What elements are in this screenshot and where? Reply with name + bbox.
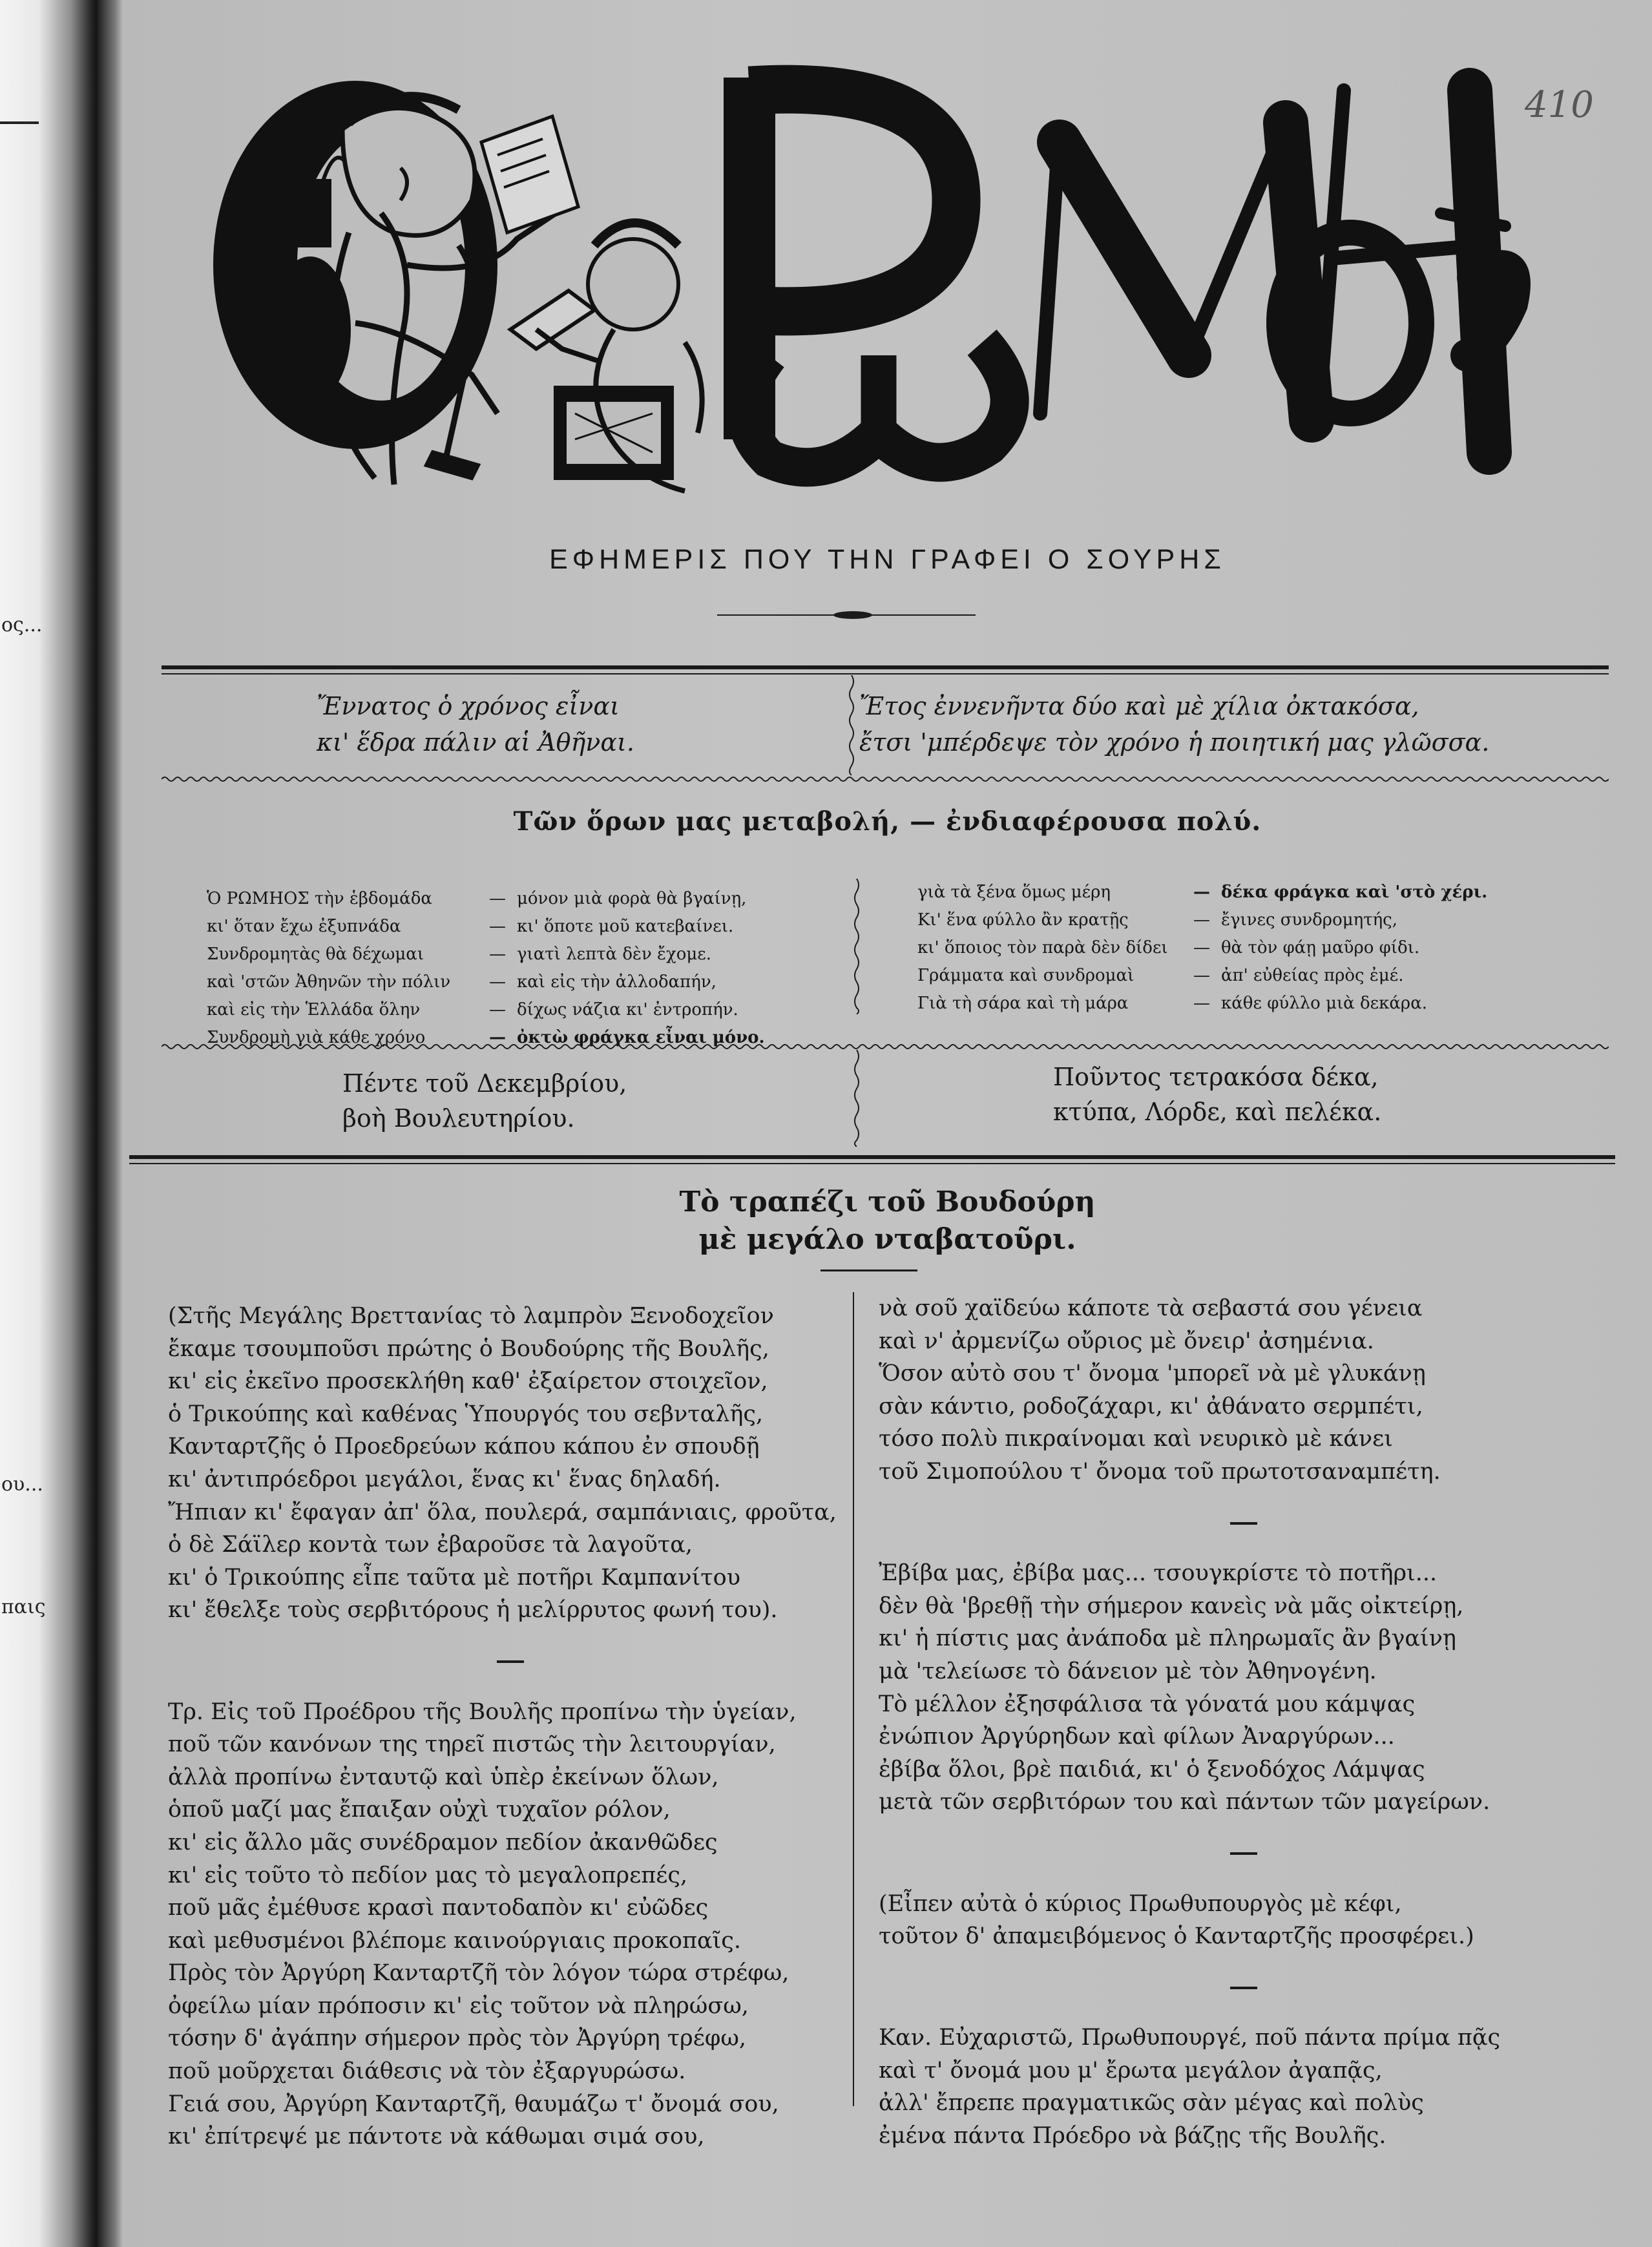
- terms-row: Κι' ἕνα φύλλο ἂν κρατῇς — ἔγινες συνδρομητής,: [917, 910, 1397, 930]
- verse-line: Τρ. Εἰς τοῦ Προέδρου τῆς Βουλῆς προπίνω τὴν ὑγείαν,: [168, 1698, 797, 1725]
- wavy-rule-2: [162, 1041, 1609, 1052]
- verse-line: ὁ Τρικούπης καὶ καθένας Ὑπουργός του σεβνταλῆς,: [168, 1401, 764, 1427]
- edge-fragment-1: ος...: [1, 614, 43, 636]
- terms-left-column: [207, 885, 765, 1052]
- verse-line: Ἐβίβα μας, ἐβίβα μας... τσουγκρίστε τὸ ποτῆρι...: [879, 1560, 1438, 1587]
- article-title-line-2: μὲ μεγάλο νταβατοῦρι.: [698, 1223, 1076, 1256]
- header-divider: [846, 675, 857, 775]
- verse-line: ἐβίβα ὅλοι, βρὲ παιδιά, κι' ὁ ξενοδόχος Λάμψας: [879, 1756, 1425, 1782]
- edge-fragment-3: παις: [1, 1596, 46, 1618]
- verse-line: ὁ δὲ Σάϊλερ κοντὰ των ἐβαροῦσε τὰ λαγοῦτα,: [168, 1532, 693, 1558]
- section-rule-thick: [129, 1155, 1615, 1159]
- terms-row: Συνδρομητὰς θὰ δέχωμαι — γιατὶ λεπτὰ δὲν ἔχομε.: [207, 945, 712, 964]
- header-verse-left-line: κι' ἕδρα πάλιν αἱ Ἀθῆναι.: [317, 728, 634, 757]
- header-verse-left: [317, 688, 634, 760]
- binding-shadow: [0, 0, 97, 2247]
- article-title-rule: [821, 1270, 917, 1271]
- verse-line: Καν. Εὐχαριστῶ, Πρωθυπουργέ, ποῦ πάντα πρίμα πᾷς: [879, 2025, 1501, 2051]
- terms-row: καὶ εἰς τὴν Ἑλλάδα ὅλην — δίχως νάζια κι' ἐντροπήν.: [207, 1000, 738, 1019]
- newspaper-page: [123, 0, 1652, 2247]
- verse-line: Τὸ μέλλον ἐξησφάλισα τὰ γόνατά μου κάμψας: [879, 1691, 1416, 1717]
- stanza-separator: [879, 1837, 1609, 1870]
- verse-line: Γειά σου, Ἀργύρη Κανταρτζῆ, θαυμάζω τ' ὄνομά σου,: [168, 2091, 779, 2117]
- stanza-gap: [879, 1819, 1609, 1837]
- date-verse-right: [1053, 1060, 1381, 1129]
- stanza-gap: [879, 1539, 1609, 1557]
- verse-line: ποῦ μοῦρχεται διάθεσις νὰ τὸν ἐξαργυρώσω.: [168, 2058, 686, 2085]
- verse-line: (Στῆς Μεγάλης Βρεττανίας τὸ λαμπρὸν Ξενοδοχεῖον: [168, 1303, 774, 1329]
- page-gutter: [97, 0, 123, 2247]
- stanza-gap: [879, 2003, 1609, 2022]
- header-verse-right-line: ἔτσι 'μπέρδεψε τὸν χρόνο ἡ ποιητική μας γλῶσσα.: [859, 728, 1490, 757]
- stanza-gap: [879, 1953, 1609, 1971]
- terms-row: Γράμματα καὶ συνδρομαὶ — ἀπ' εὐθείας πρὸς ἐμέ.: [917, 966, 1404, 985]
- verse-line: κι' εἰς τοῦτο τὸ πεδίον μας τὸ μεγαλοπρεπές,: [168, 1862, 688, 1888]
- terms-row: Ὁ ΡΩΜΗΟΣ τὴν ἑβδομάδα — μόνον μιὰ φορὰ θὰ βγαίνῃ,: [207, 889, 747, 908]
- verse-line: κι' ἔθελξε τοὺς σερβιτόρους ἡ μελίρρυτος φωνή του).: [168, 1597, 778, 1624]
- edge-dash: [0, 121, 39, 124]
- verse-line: ἐνώπιον Ἀργύρηδων καὶ φίλων Ἀναργύρων...: [879, 1724, 1395, 1750]
- verse-line: ὁποῦ μαζί μας ἔπαιξαν οὐχὶ τυχαῖον ρόλον,: [168, 1797, 671, 1823]
- header-verse-right-line: Ἔτος ἐννενῆντα δύο καὶ μὲ χίλια ὀκτακόσα,: [859, 692, 1419, 720]
- date-verse-left: [342, 1066, 627, 1136]
- masthead-logo: [187, 52, 1531, 497]
- stanza-gap: [879, 1870, 1609, 1888]
- terms-title: Τῶν ὅρων μας μεταβολή, — ἐνδιαφέρουσα πολύ.: [513, 806, 1262, 837]
- verse-line: μετὰ τῶν σερβιτόρων του καὶ πάντων τῶν μαγείρων.: [879, 1789, 1490, 1815]
- terms-row: Γιὰ τὴ σάρα καὶ τὴ μάρα — κάθε φύλλο μιὰ δεκάρα.: [917, 994, 1428, 1013]
- verse-line: ὀφείλω μίαν πρόποσιν κι' εἰς τοῦτον νὰ πληρώσω,: [168, 1992, 749, 2019]
- header-rule-thin: [162, 673, 1609, 674]
- masthead: [187, 52, 1531, 497]
- header-verse-left-line: Ἔννατος ὁ χρόνος εἶναι: [317, 692, 620, 720]
- verse-line: κι' εἰς ἐκεῖνο προσεκλήθη καθ' ἐξαίρετον στοιχεῖον,: [168, 1368, 768, 1395]
- terms-divider: [852, 879, 862, 1014]
- stanza-separator: [879, 1971, 1609, 2004]
- terms-right-column: [917, 879, 1487, 1018]
- header-rule-thick: [162, 665, 1609, 669]
- stanza-gap: [168, 1678, 853, 1696]
- verse-line: ἔκαμε τσουμποῦσι πρώτης ὁ Βουδούρης τῆς Βουλῆς,: [168, 1335, 769, 1362]
- verse-line: κι' εἰς ἄλλο μᾶς συνέδραμον πεδίον ἀκανθῶδες: [168, 1829, 718, 1855]
- article-column-1: [168, 1300, 853, 2153]
- letter-mu: [1040, 123, 1312, 420]
- terms-row: γιὰ τὰ ξένα ὅμως μέρη — δέκα φράγκα καὶ 'στὸ χέρι.: [917, 883, 1488, 902]
- article-title-line-1: Τὸ τραπέζι τοῦ Βουδούρη: [679, 1186, 1096, 1218]
- verse-line: ποῦ τῶν κανόνων της τηρεῖ πιστῶς τὴν λειτουργίαν,: [168, 1731, 776, 1758]
- verse-line: τοῦτον δ' ἀπαμειβόμενος ὁ Κανταρτζῆς προσφέρει.): [879, 1923, 1474, 1950]
- date-verse-right-line: Ποῦντος τετρακόσα δέκα,: [1053, 1063, 1379, 1091]
- date-verse-left-line: βοὴ Βουλευτηρίου.: [342, 1104, 575, 1133]
- wavy-rule-1: [162, 774, 1609, 784]
- subtitle: ΕΦΗΜΕΡΙΣ ΠΟΥ ΤΗΝ ΓΡΑΦΕΙ Ο ΣΟΥΡΗΣ: [549, 544, 1226, 575]
- verse-line: Πρὸς τὸν Ἀργύρη Κανταρτζῆ τὸν λόγον τώρα στρέφω,: [168, 1960, 789, 1987]
- stanza-separator: [879, 1507, 1609, 1540]
- verse-line: καὶ μεθυσμένοι βλέπομε καινούργιαις προκοπαῖς.: [168, 1927, 742, 1954]
- verse-line: κι' ἀντιπρόεδροι μεγάλοι, ἕνας κι' ἕνας δηλαδή.: [168, 1466, 721, 1492]
- verse-line: σὰν κάντιο, ροδοζάχαρι, κι' ἀθάνατο σερμπέτι,: [879, 1393, 1423, 1419]
- verse-line: (Εἶπεν αὐτὰ ὁ κύριος Πρωθυπουργὸς μὲ κέφι,: [879, 1890, 1402, 1917]
- verse-line: ἐμένα πάντα Πρόεδρο νὰ βάζῃς τῆς Βουλῆς.: [879, 2123, 1386, 2149]
- date-verse-left-line: Πέντε τοῦ Δεκεμβρίου,: [342, 1069, 627, 1098]
- verse-line: τόσην δ' ἀγάπην σήμερον πρὸς τὸν Ἀργύρη τρέφω,: [168, 2025, 747, 2052]
- stanza-gap: [168, 1627, 853, 1645]
- terms-row: καὶ 'στῶν Ἀθηνῶν τὴν πόλιν — καὶ εἰς τὴν ἀλλοδαπήν,: [207, 972, 716, 992]
- terms-row: κι' ὅποιος τὸν παρὰ δὲν δίδει — θὰ τὸν φάῃ μαῦρο φίδι.: [917, 938, 1420, 957]
- verse-line: δὲν θὰ 'βρεθῇ τὴν σήμερον κανεὶς νὰ μᾶς οἰκτείρῃ,: [879, 1593, 1464, 1619]
- date-verse-right-line: κτύπα, Λόρδε, καὶ πελέκα.: [1053, 1098, 1382, 1126]
- terms-row: κι' ὅταν ἔχω ἐξυπνάδα — κι' ὅποτε μοῦ κατεβαίνει.: [207, 917, 734, 936]
- verse-line: καὶ τ' ὄνομά μου μ' ἔρωτα μεγάλον ἀγαπᾷς,: [879, 2057, 1383, 2084]
- verse-line: Ἤπιαν κι' ἔφαγαν ἀπ' ὅλα, πουλερά, σαμπάνιαις, φροῦτα,: [168, 1499, 837, 1525]
- verse-line: ἀλλ' ἔπρεπε πραγματικῶς σὰν μέγας καὶ πολὺς: [879, 2090, 1424, 2116]
- verse-line: κι' ἡ πίστις μας ἀνάποδα μὲ πληρωμαῖς ἂν βγαίνῃ: [879, 1625, 1456, 1652]
- edge-fragment-2: ου...: [1, 1473, 43, 1496]
- subtitle-ornament: [717, 611, 976, 620]
- article-title: [123, 1184, 1652, 1259]
- verse-line: μὰ 'τελείωσε τὸ δάνειον μὲ τὸν Ἀθηνογένη.: [879, 1658, 1377, 1684]
- verse-line: κι' ἐπίτρεψέ με πάντοτε νὰ κάθωμαι σιμά σου,: [168, 2124, 705, 2150]
- verse-line: τοῦ Σιμοπούλου τ' ὄνομα τοῦ πρωτοτσαναμπέτη.: [879, 1458, 1441, 1485]
- stanza-separator: [168, 1645, 853, 1678]
- verse-line: ἀλλὰ προπίνω ἐνταυτῷ καὶ ὑπὲρ ἐκείνων ὅλων,: [168, 1764, 719, 1790]
- date-divider: [852, 1050, 862, 1147]
- verse-line: ποῦ μᾶς ἐμέθυσε κρασὶ παντοδαπὸν κι' εὐῶδες: [168, 1895, 709, 1921]
- stanza-gap: [879, 1489, 1609, 1507]
- handwritten-page-number: 410: [1525, 84, 1594, 126]
- article-column-2: [879, 1292, 1609, 2153]
- verse-line: κι' ὁ Τρικούπης εἶπε ταῦτα μὲ ποτῆρι Καμπανίτου: [168, 1564, 740, 1591]
- verse-line: καὶ ν' ἀρμενίζω οὔριος μὲ ὄνειρ' ἀσημένια.: [879, 1328, 1374, 1354]
- verse-line: τόσο πολὺ πικραίνομαι καὶ νευρικὸ μὲ κάνει: [879, 1426, 1394, 1452]
- verse-line: νὰ σοῦ χαϊδεύω κάποτε τὰ σεβαστά σου γένεια: [879, 1295, 1423, 1321]
- verse-line: Κανταρτζῆς ὁ Προεδρεύων κάπου κάπου ἐν σπουδῇ: [168, 1434, 760, 1460]
- column-divider: [853, 1292, 854, 2106]
- header-verse-right: [859, 688, 1489, 760]
- verse-line: Ὅσον αὐτὸ σου τ' ὄνομα 'μπορεῖ νὰ μὲ γλυκάνῃ: [879, 1361, 1426, 1387]
- letter-omega: [746, 342, 1010, 467]
- section-rule-thin: [129, 1163, 1615, 1164]
- terms-row: Συνδρομὴ γιὰ κάθε χρόνο — ὀκτὼ φράγκα εἶναι μόνο.: [207, 1028, 765, 1047]
